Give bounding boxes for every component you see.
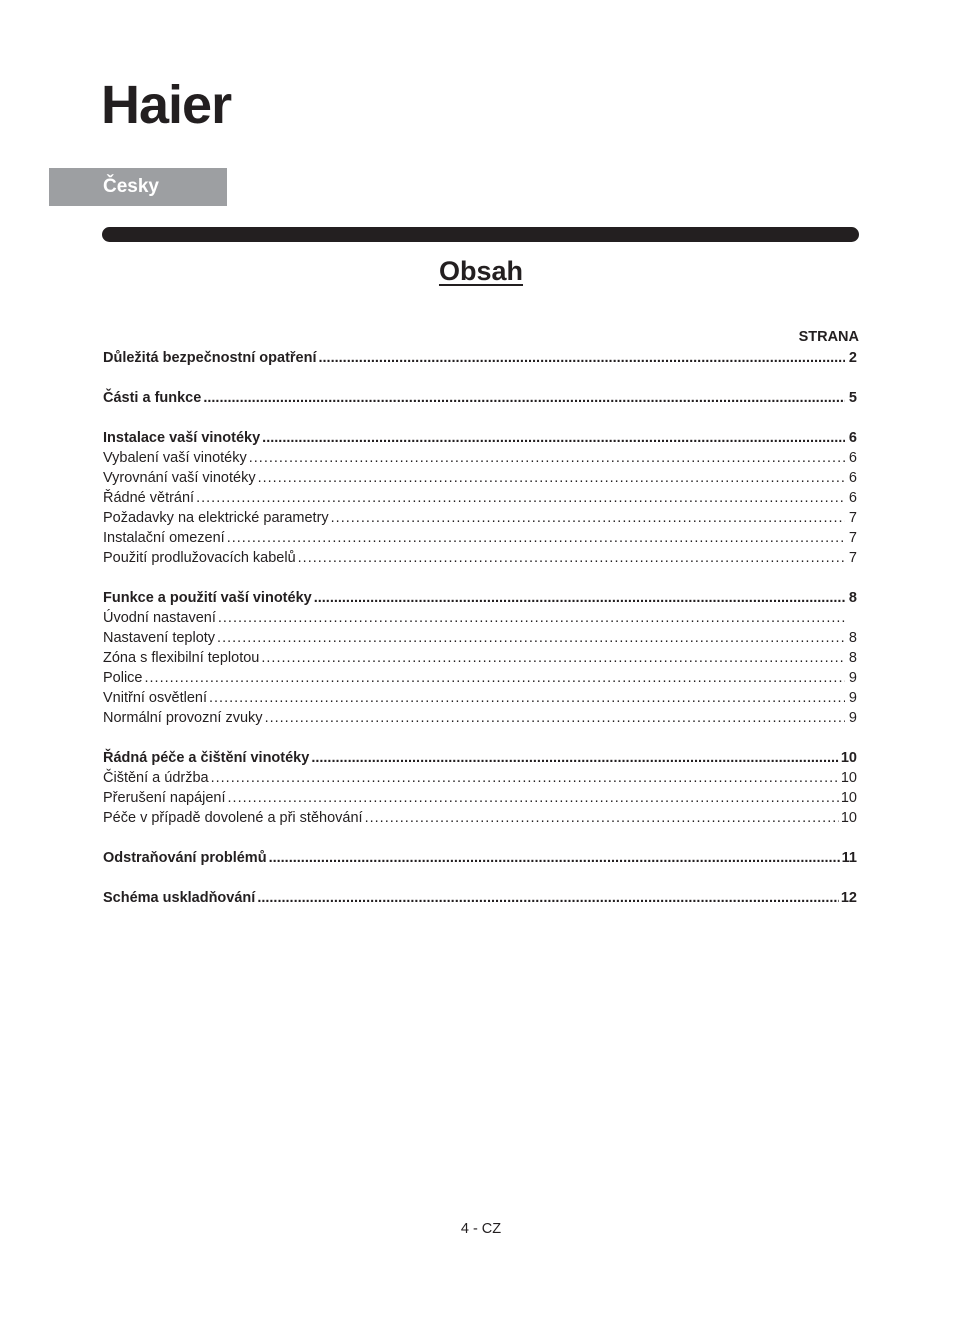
toc-entry-page: 10 (840, 790, 857, 806)
toc-entry-page: 11 (841, 850, 857, 866)
toc-dot-leader (319, 348, 846, 368)
toc-entry-page: 7 (848, 530, 857, 546)
toc-subsection-row (103, 608, 857, 628)
toc-subsection-row (103, 668, 857, 688)
toc-section-row (103, 588, 857, 608)
toc-entry-page: 5 (848, 390, 857, 406)
toc-subsection-row (103, 508, 857, 528)
toc-dot-leader (217, 628, 845, 648)
toc-entry-label: Čištění a údržba (103, 770, 209, 786)
toc-entry-label: Nastavení teploty (103, 630, 216, 646)
toc-subsection-row (103, 448, 857, 468)
toc-entry-label: Péče v případě dovolené a při stěhování (103, 810, 363, 826)
toc-entry-page: 7 (848, 510, 857, 526)
toc-dot-leader (314, 588, 845, 608)
toc-dot-leader (265, 708, 845, 728)
toc-subsection-row (103, 468, 857, 488)
toc-subsection-row (103, 528, 857, 548)
toc-section-row (103, 428, 857, 448)
toc-dot-leader (262, 428, 845, 448)
toc-entry-page: 12 (840, 890, 857, 906)
toc-entry-label: Použití prodlužovacích kabelů (103, 550, 296, 566)
toc-subsection-row (103, 708, 857, 728)
toc-entry-label: Schéma uskladňování (103, 890, 256, 906)
toc-dot-leader (269, 848, 840, 868)
toc-subsection-row (103, 808, 857, 828)
toc-entry-page: 10 (840, 750, 857, 766)
toc-dot-leader (261, 648, 845, 668)
toc-section-row (103, 888, 857, 908)
toc-entry-page: 2 (848, 350, 857, 366)
toc-subsection-row (103, 648, 857, 668)
toc-entry-page: 9 (848, 690, 857, 706)
toc-subsection-row (103, 628, 857, 648)
toc-entry-page: 6 (848, 470, 857, 486)
toc-section-row (103, 848, 857, 868)
toc-entry-label: Police (103, 670, 143, 686)
toc-entry-label: Požadavky na elektrické parametry (103, 510, 329, 526)
toc-entry-page: 8 (848, 630, 857, 646)
toc-entry-page: 9 (848, 710, 857, 726)
toc-entry-page: 6 (848, 450, 857, 466)
toc-entry-label: Odstraňování problémů (103, 850, 267, 866)
toc-entry-label: Instalace vaší vinotéky (103, 430, 261, 446)
toc-dot-leader (249, 448, 845, 468)
toc-section-row (103, 748, 857, 768)
toc-dot-leader (365, 808, 839, 828)
toc-dot-leader (145, 668, 846, 688)
toc-subsection-row (103, 688, 857, 708)
toc-entry-page: 9 (848, 670, 857, 686)
toc-entry-label: Úvodní nastavení (103, 610, 216, 626)
toc-entry-label: Přerušení napájení (103, 790, 226, 806)
toc-entry-label: Řádná péče a čištění vinotéky (103, 750, 310, 766)
haier-logo: Haier (101, 75, 232, 135)
toc-dot-leader (257, 888, 839, 908)
toc-entry-label: Řádné větrání (103, 490, 195, 506)
toc-subsection-row (103, 768, 857, 788)
toc-dot-leader (227, 528, 845, 548)
toc-section-row (103, 388, 857, 408)
toc-dot-leader (331, 508, 845, 528)
toc-dot-leader (203, 388, 845, 408)
toc-entry-page: 8 (848, 650, 857, 666)
toc-subsection-row (103, 788, 857, 808)
toc-entry-label: Důležitá bezpečnostní opatření (103, 350, 317, 366)
header-rule (102, 227, 859, 242)
toc-dot-leader (211, 768, 839, 788)
toc-dot-leader (258, 468, 845, 488)
toc-dot-leader (311, 748, 839, 768)
toc-entry-label: Funkce a použití vaší vinotéky (103, 590, 312, 606)
language-tab: Česky (49, 168, 227, 206)
toc-entry-page: 8 (848, 590, 857, 606)
toc-entry-page: 10 (840, 810, 857, 826)
toc-dot-leader (218, 608, 845, 628)
toc-entry-label: Zóna s flexibilní teplotou (103, 650, 260, 666)
toc-dot-leader (298, 548, 845, 568)
toc-entry-page: 10 (840, 770, 857, 786)
toc-subsection-row (103, 548, 857, 568)
toc-section-row (103, 348, 857, 368)
toc-subsection-row (103, 488, 857, 508)
toc-entry-label: Vyrovnání vaší vinotéky (103, 470, 256, 486)
toc-entry-page: 6 (848, 430, 857, 446)
toc-entry-label: Vybalení vaší vinotéky (103, 450, 247, 466)
toc-entry-page: 7 (848, 550, 857, 566)
toc-entry-label: Vnitřní osvětlení (103, 690, 207, 706)
toc-entry-page: 6 (848, 490, 857, 506)
toc-entry-label: Části a funkce (103, 390, 202, 406)
table-of-contents (103, 348, 857, 908)
toc-title: Obsah (438, 256, 524, 286)
toc-dot-leader (196, 488, 845, 508)
toc-entry-label: Normální provozní zvuky (103, 710, 263, 726)
toc-dot-leader (228, 788, 839, 808)
toc-entry-label: Instalační omezení (103, 530, 225, 546)
page-column-header: STRANA (798, 329, 859, 345)
page-footer: 4 - CZ (460, 1221, 502, 1237)
toc-dot-leader (209, 688, 845, 708)
